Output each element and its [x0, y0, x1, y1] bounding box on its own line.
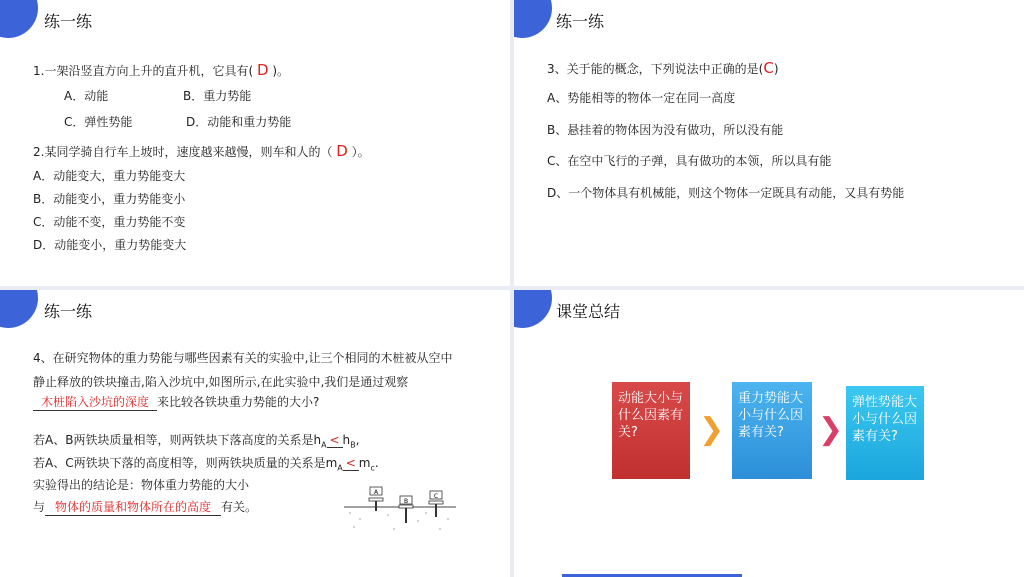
answer-blank-2: 物体的质量和物体所在的高度	[45, 498, 221, 516]
question-1	[33, 61, 289, 79]
q1-stem-end: )。	[272, 64, 290, 78]
question-2	[33, 142, 370, 160]
q2-answer: D	[336, 142, 348, 160]
q3-option-c: C、在空中飞行的子弹，具有做功的本领，所以具有能	[547, 154, 832, 168]
slide-practice-2[interactable]	[514, 0, 1024, 286]
q3-option-b: B、悬挂着的物体因为没有做功，所以没有能	[547, 123, 784, 137]
slide-practice-3[interactable]	[0, 290, 510, 577]
summary-box-kinetic: 动能大小与什么因素有关?	[612, 382, 690, 479]
q4-line-4-text: 若A、B两铁块质量相等，则两铁块下落高度的关系是h	[33, 433, 322, 447]
q4-line-6: 实验得出的结论是：物体重力势能的大小	[33, 478, 250, 492]
q4-line-7-end: 有关。	[221, 500, 258, 514]
label-a: A	[373, 489, 379, 496]
slide-title: 练一练	[44, 302, 93, 321]
q2-option-a: A．动能变大，重力势能变大	[33, 169, 186, 183]
q2-option-b: B．动能变小，重力势能变小	[33, 192, 186, 206]
slide-title: 课堂总结	[556, 302, 621, 321]
q1-stem: 1.一架沿竖直方向上升的直升机，它具有(	[33, 64, 254, 78]
q3-stem: 3、关于能的概念，下列说法中正确的是(	[547, 62, 764, 76]
subscript-a: A	[321, 440, 327, 450]
question-3	[547, 59, 779, 77]
q4-line-4-end: ,	[355, 433, 360, 447]
q4-line-3	[33, 393, 319, 411]
q1-option-a: A．动能	[64, 89, 109, 103]
corner-decoration	[0, 0, 38, 38]
q2-stem: 2.某同学骑自行车上坡时，速度越来越慢，则车和人的（	[33, 145, 333, 159]
subscript-a: A	[337, 463, 343, 473]
q2-option-d: D．动能变小，重力势能变大	[33, 238, 187, 252]
corner-decoration	[514, 0, 552, 38]
q1-option-c: C．弹性势能	[64, 115, 133, 129]
q2-stem-end: ）。	[351, 145, 370, 159]
answer-blank-1: 木桩陷入沙坑的深度	[33, 393, 157, 411]
slide-summary[interactable]	[514, 290, 1024, 577]
q4-line-7	[33, 498, 257, 516]
slide-practice-1[interactable]	[0, 0, 510, 286]
sand-pit-diagram	[340, 481, 460, 537]
subscript-c: c	[370, 463, 375, 473]
h-b: h	[342, 433, 351, 447]
q4-line-7-text: 与	[33, 500, 46, 514]
q4-line-2: 静止释放的铁块撞击,陷入沙坑中,如图所示,在此实验中,我们是通过观察	[33, 375, 409, 389]
q2-option-c: C．动能不变，重力势能不变	[33, 215, 186, 229]
q3-stem-end: )	[773, 62, 779, 76]
m-c: m	[358, 456, 371, 470]
chevron-right-icon: ❯	[818, 412, 844, 447]
q4-line-5-end: .	[374, 456, 379, 470]
q4-line-1: 4、在研究物体的重力势能与哪些因素有关的实验中,让三个相同的木桩被从空中	[33, 351, 453, 365]
q3-answer: C	[763, 59, 774, 77]
q3-option-a: A、势能相等的物体一定在同一高度	[547, 91, 736, 105]
slide-title: 练一练	[556, 12, 605, 31]
answer-relation-2: <	[343, 456, 359, 471]
q4-line-5	[33, 454, 379, 472]
q4-line-5-text: 若A、C两铁块下落的高度相等，则两铁块质量的关系是m	[33, 456, 338, 470]
q3-option-d: D、一个物体具有机械能，则这个物体一定既具有动能，又具有势能	[547, 186, 905, 200]
answer-relation-1: <	[327, 433, 343, 448]
summary-box-gravitational: 重力势能大小与什么因素有关?	[732, 382, 812, 479]
label-c: C	[433, 493, 439, 500]
corner-decoration	[0, 290, 38, 328]
corner-decoration	[514, 290, 552, 328]
subscript-b: B	[350, 440, 356, 450]
slide-title: 练一练	[44, 12, 93, 31]
label-b: B	[403, 498, 409, 505]
chevron-right-icon: ❯	[699, 412, 725, 447]
stake-c-head	[429, 501, 443, 504]
q1-option-d: D．动能和重力势能	[186, 115, 292, 129]
stake-a-head	[369, 498, 383, 501]
stake-b-head	[399, 505, 413, 508]
q4-line-3-text: 来比较各铁块重力势能的大小?	[157, 395, 320, 409]
q4-line-4	[33, 431, 359, 449]
q1-option-b: B．重力势能	[183, 89, 252, 103]
sand-dots	[349, 512, 448, 529]
q1-answer: D	[256, 61, 269, 79]
summary-box-elastic: 弹性势能大小与什么因素有关?	[846, 386, 924, 480]
